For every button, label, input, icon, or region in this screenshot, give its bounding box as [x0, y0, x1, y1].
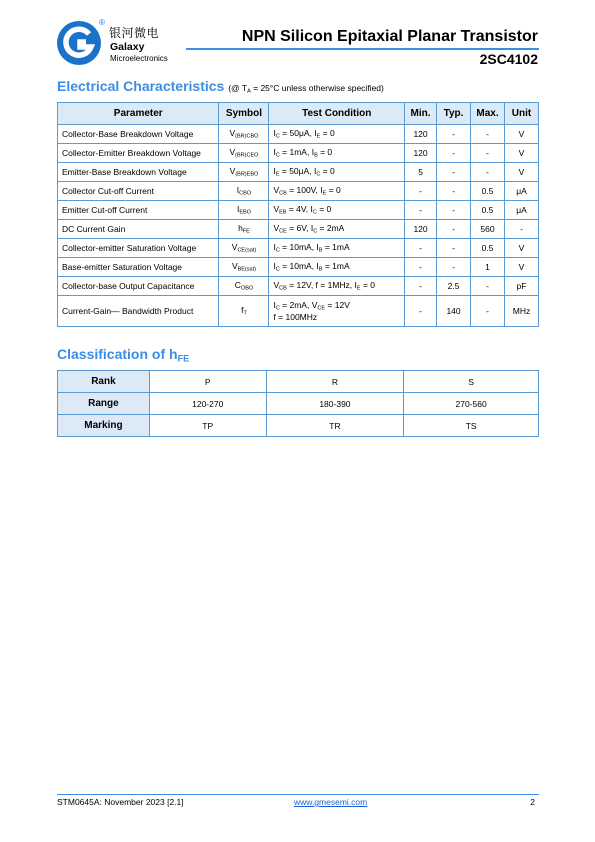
electrical-characteristics-table	[57, 102, 539, 327]
typ-cell: 2.5	[437, 277, 471, 296]
table-row	[58, 182, 539, 201]
table-row	[58, 125, 539, 144]
min-cell: 120	[405, 144, 437, 163]
symbol-sub: (BR)EBO	[235, 171, 259, 178]
table-header-row	[58, 103, 539, 125]
classification-cell: 180-390	[266, 393, 404, 415]
symbol-main: V	[229, 147, 236, 158]
table-row	[58, 144, 539, 163]
parameter-cell: Collector-Base Breakdown Voltage	[58, 125, 219, 144]
cond-note-post: = 25°C unless otherwise specified)	[250, 83, 384, 93]
cond-part: I	[273, 261, 276, 272]
classification-cell: 120-270	[149, 393, 266, 415]
min-cell: 120	[405, 220, 437, 239]
parameter-cell: Current-Gain— Bandwidth Product	[58, 296, 219, 327]
classification-row-rank	[58, 371, 539, 393]
cond-part: = 12V, f = 1MHz, I	[286, 280, 357, 291]
test-condition-line-1	[273, 300, 400, 311]
cond-sub: CB	[279, 285, 287, 292]
symbol-cell	[219, 182, 269, 201]
section-title: Electrical Characteristics	[57, 78, 225, 94]
symbol-sub: BE(sat)	[237, 266, 256, 273]
classification-title: Classification of h	[57, 346, 178, 362]
symbol-sub: T	[243, 310, 247, 317]
cond-sub: B	[314, 152, 318, 159]
galaxy-g-logo-icon	[56, 20, 102, 66]
test-conditions-note	[228, 83, 384, 93]
cond-part: I	[273, 242, 276, 253]
symbol-cell	[219, 277, 269, 296]
table-row	[58, 296, 539, 327]
parameter-cell: Collector-Emitter Breakdown Voltage	[58, 144, 219, 163]
symbol-cell	[219, 258, 269, 277]
min-cell: -	[405, 296, 437, 327]
unit-cell: μA	[505, 182, 539, 201]
table-row	[58, 239, 539, 258]
parameter-cell: Emitter Cut-off Current	[58, 201, 219, 220]
logo-brand-name: Galaxy	[110, 41, 145, 53]
cond-part: = 10mA, I	[279, 242, 319, 253]
max-cell: -	[471, 163, 505, 182]
symbol-main: V	[229, 128, 236, 139]
typ-cell: -	[437, 144, 471, 163]
symbol-sub: (BR)CBO	[235, 133, 259, 140]
min-cell: -	[405, 277, 437, 296]
test-condition-cell	[269, 182, 405, 201]
cond-sub: C	[275, 266, 280, 273]
unit-cell: V	[505, 239, 539, 258]
column-header: Test Condition	[269, 103, 405, 125]
classification-title-sub: FE	[177, 353, 190, 364]
test-condition-cell	[269, 258, 405, 277]
typ-cell: -	[437, 125, 471, 144]
cond-sub: E	[356, 285, 361, 292]
classification-table	[57, 370, 539, 437]
logo-subtitle: Microelectronics	[110, 54, 168, 63]
table-row	[58, 220, 539, 239]
cond-sub: B	[318, 266, 323, 273]
typ-cell: -	[437, 258, 471, 277]
max-cell: 0.5	[471, 182, 505, 201]
symbol-sub: OBO	[240, 285, 254, 292]
document-id: STM0645A: November 2023 [2.1]	[57, 797, 184, 807]
symbol-cell	[219, 125, 269, 144]
test-condition-cell	[269, 277, 405, 296]
test-condition-cell	[269, 296, 405, 327]
column-header: Symbol	[219, 103, 269, 125]
cond-part: V	[273, 204, 280, 215]
parameter-cell: Collector-base Output Capacitance	[58, 277, 219, 296]
symbol-sub: CBO	[239, 190, 252, 197]
cond-part: = 1mA	[322, 242, 350, 253]
registered-mark: ®	[99, 18, 105, 27]
min-cell: -	[405, 182, 437, 201]
column-header: Min.	[405, 103, 437, 125]
cond-part: = 2mA, V	[279, 300, 318, 311]
cond-sub: CE	[317, 305, 326, 312]
max-cell: -	[471, 277, 505, 296]
unit-cell: V	[505, 144, 539, 163]
cond-part: = 50μA, I	[279, 166, 317, 177]
min-cell: 120	[405, 125, 437, 144]
symbol-sub: CE(sat)	[237, 247, 257, 254]
symbol-main: V	[231, 261, 238, 272]
symbol-main: h	[238, 223, 243, 234]
parameter-cell: Emitter-Base Breakdown Voltage	[58, 163, 219, 182]
company-logo	[56, 20, 186, 70]
part-number: 2SC4102	[479, 51, 538, 67]
row-label: Rank	[58, 371, 150, 393]
unit-cell: μA	[505, 201, 539, 220]
cond-part: = 6V, I	[286, 223, 314, 234]
symbol-cell	[219, 163, 269, 182]
symbol-sub: FE	[242, 228, 250, 235]
table-row	[58, 163, 539, 182]
table-row	[58, 277, 539, 296]
classification-row-range	[58, 393, 539, 415]
cond-part: = 2mA	[317, 223, 345, 234]
cond-part: = 0	[320, 166, 335, 177]
cond-sub: E	[316, 133, 321, 140]
cond-sub: C	[275, 247, 280, 254]
cond-part: = 0	[360, 280, 375, 291]
test-condition-cell	[269, 125, 405, 144]
typ-cell: -	[437, 182, 471, 201]
cond-part: = 100V, I	[286, 185, 323, 196]
cond-part: = 12V	[325, 300, 350, 311]
cond-part: V	[273, 223, 280, 234]
max-cell: 560	[471, 220, 505, 239]
max-cell: 0.5	[471, 201, 505, 220]
symbol-cell	[219, 144, 269, 163]
classification-row-marking	[58, 415, 539, 437]
symbol-main: I	[236, 185, 240, 196]
min-cell: -	[405, 258, 437, 277]
document-title: NPN Silicon Epitaxial Planar Transistor	[241, 28, 538, 45]
classification-cell: P	[149, 371, 266, 393]
symbol-main: I	[236, 204, 240, 215]
test-condition-line-2: f = 100MHz	[273, 311, 318, 322]
cond-sub: B	[318, 247, 323, 254]
cond-sub: E	[275, 171, 280, 178]
cond-part: I	[273, 300, 276, 311]
cond-sub: C	[275, 305, 280, 312]
symbol-cell	[219, 201, 269, 220]
cond-sub: C	[312, 209, 317, 216]
cond-part: V	[273, 185, 280, 196]
cond-sub: CE	[279, 228, 287, 235]
symbol-main: V	[231, 242, 238, 253]
typ-cell: -	[437, 239, 471, 258]
classification-heading	[57, 346, 189, 363]
cond-part: = 10mA, I	[279, 261, 319, 272]
typ-cell: -	[437, 201, 471, 220]
max-cell: -	[471, 296, 505, 327]
test-condition-cell	[269, 239, 405, 258]
cond-part: = 0	[317, 147, 333, 158]
cond-part: I	[273, 147, 276, 158]
unit-cell: V	[505, 125, 539, 144]
cond-note-pre: (@ T	[228, 83, 248, 93]
max-cell: -	[471, 144, 505, 163]
typ-cell: -	[437, 163, 471, 182]
max-cell: 1	[471, 258, 505, 277]
classification-cell: 270-560	[404, 393, 539, 415]
page-number: 2	[530, 797, 535, 807]
cond-part: = 0	[316, 204, 332, 215]
column-header: Typ.	[437, 103, 471, 125]
table-row	[58, 258, 539, 277]
cond-sub: C	[313, 228, 318, 235]
typ-cell: 140	[437, 296, 471, 327]
cond-sub: C	[275, 133, 280, 140]
cond-part: = 4V, I	[286, 204, 313, 215]
symbol-cell	[219, 220, 269, 239]
cond-sub: E	[322, 190, 327, 197]
table-row	[58, 201, 539, 220]
max-cell: -	[471, 125, 505, 144]
parameter-cell: Base-emitter Saturation Voltage	[58, 258, 219, 277]
symbol-sub: EBO	[239, 209, 251, 216]
cond-part: = 1mA, I	[279, 147, 315, 158]
symbol-main: f	[241, 305, 244, 316]
min-cell: -	[405, 239, 437, 258]
unit-cell: -	[505, 220, 539, 239]
min-cell: 5	[405, 163, 437, 182]
column-header: Max.	[471, 103, 505, 125]
test-condition-cell	[269, 201, 405, 220]
header-divider	[186, 48, 539, 50]
classification-cell: S	[404, 371, 539, 393]
electrical-characteristics-heading	[57, 78, 384, 94]
cond-sub: C	[275, 152, 280, 159]
classification-cell: TS	[404, 415, 539, 437]
symbol-main: V	[229, 166, 236, 177]
symbol-sub: (BR)CEO	[235, 152, 259, 159]
unit-cell: V	[505, 163, 539, 182]
unit-cell: MHz	[505, 296, 539, 327]
cond-part: V	[273, 280, 280, 291]
classification-cell: TR	[266, 415, 404, 437]
footer-divider	[57, 794, 539, 795]
cond-part: I	[273, 166, 276, 177]
cond-sub: EB	[279, 209, 287, 216]
cond-note-sub: A	[247, 88, 251, 95]
symbol-cell	[219, 239, 269, 258]
column-header: Parameter	[58, 103, 219, 125]
cond-sub: CB	[279, 190, 287, 197]
column-header: Unit	[505, 103, 539, 125]
test-condition-cell	[269, 163, 405, 182]
row-label: Marking	[58, 415, 150, 437]
max-cell: 0.5	[471, 239, 505, 258]
logo-chinese-name: 银河微电	[109, 26, 160, 40]
typ-cell: -	[437, 220, 471, 239]
parameter-cell: DC Current Gain	[58, 220, 219, 239]
row-label: Range	[58, 393, 150, 415]
test-condition-cell	[269, 144, 405, 163]
symbol-main: C	[234, 280, 241, 291]
cond-part: = 0	[326, 185, 341, 196]
symbol-cell	[219, 296, 269, 327]
classification-cell: TP	[149, 415, 266, 437]
cond-part: I	[273, 128, 276, 139]
unit-cell: pF	[505, 277, 539, 296]
cond-sub: C	[316, 171, 321, 178]
parameter-cell: Collector-emitter Saturation Voltage	[58, 239, 219, 258]
website-link[interactable]: www.gmesemi.com	[294, 797, 368, 807]
test-condition-cell	[269, 220, 405, 239]
parameter-cell: Collector Cut-off Current	[58, 182, 219, 201]
unit-cell: V	[505, 258, 539, 277]
cond-part: = 1mA	[322, 261, 350, 272]
classification-cell: R	[266, 371, 404, 393]
cond-part: = 50μA, I	[279, 128, 317, 139]
cond-part: = 0	[320, 128, 335, 139]
min-cell: -	[405, 201, 437, 220]
